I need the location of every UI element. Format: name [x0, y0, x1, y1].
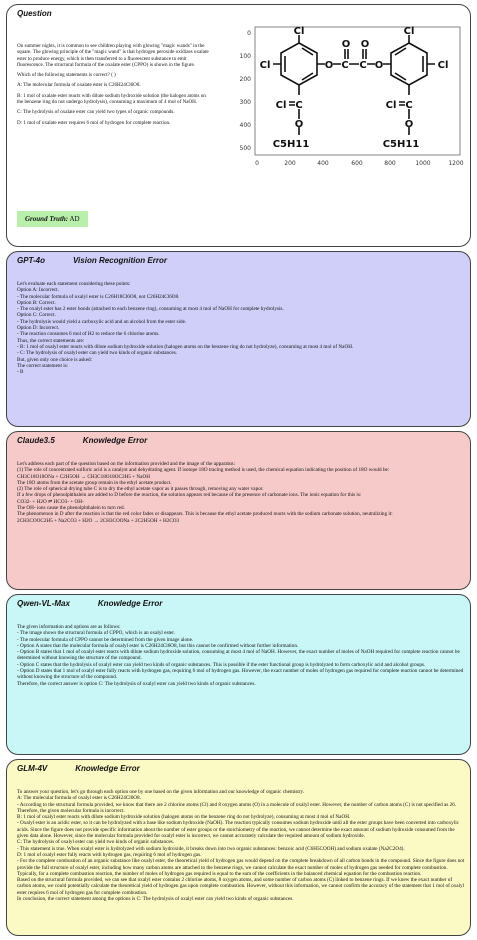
error-type: Knowledge Error: [82, 436, 148, 445]
response-line: 2CH3COOC2H5 + Na2CO3 + H2O → 2CH3COONa + 2C2H5OH + H2CO3: [17, 517, 180, 524]
glm-response: [17, 789, 467, 902]
response-line: The phenomenon in D after the reaction is that the red color fades or disappears. This is because the ethyl acetate produced reacts with the sodium carbonate solution, neutralizing it:: [17, 511, 393, 518]
question-prompt: Which of the following statements is correct? ( ): [17, 72, 116, 79]
response-line: (2) The role of spherical drying tube C is to dry the ethyl acetate vapor as it passes through, removing any water vapor.: [17, 486, 264, 493]
cppo-structure-figure: [229, 23, 471, 183]
y-tick: 200: [239, 76, 251, 83]
ground-truth-value: AD: [69, 215, 80, 223]
atom-o-carbonyl-left: O: [341, 39, 351, 50]
qwen-panel: [6, 594, 471, 755]
x-tick: 1000: [415, 160, 431, 167]
model-name: Qwen-VL-Max: [17, 599, 70, 608]
x-tick: 600: [351, 160, 363, 167]
claude-header: [17, 436, 147, 445]
option-a: A: The molecular formula of oxalate ester is C26H24Cl6O8.: [17, 82, 141, 89]
atom-o-lower-right: C: [405, 100, 413, 111]
option-c: C: The hydrolysis of oxalate ester can yield two types of organic compounds.: [17, 109, 175, 116]
atom-o-carbonyl-right: O: [360, 39, 370, 50]
response-line: The OH- ions cause the phenolphthalein to turn red.: [17, 505, 125, 512]
x-tick: 800: [384, 160, 396, 167]
response-line: - Option B states that 1 mol of oxalyl ester reacts with dilute sodium hydroxide solution, consuming at most 4 mol of NaOH. However, the exact number of moles of NaOH required for complete reaction cannot be determined without knowing the structure of the compound.: [17, 649, 460, 662]
model-name: GLM-4V: [17, 764, 48, 773]
right-benzene-ring: [391, 43, 427, 85]
response-line: In conclusion, the correct statement among the options is C: The hydrolysis of oxalyl ester can yield two kinds of organic substances.: [17, 896, 294, 903]
x-tick: 400: [317, 160, 329, 167]
atom-cl-lower-right: Cl: [385, 100, 397, 111]
y-tick: 300: [239, 99, 251, 106]
response-line: A: The molecular formula of oxalyl ester is C26H24Cl6O8.: [17, 795, 141, 802]
response-line: Based on the structural formula provided, we can see that oxalyl ester contains 2 chlorine atoms, 8 oxygen atoms, and some number of carbon atoms (C) linked to benzene rings. If we knew the exact number of carbon atoms, we could potentially calculate the theoretical yield of hydrogen gas upon complete combustion. However, without this information, we cannot confirm the accuracy of the statement that 1 mol of oxalyl ester requires 6 mol of hydrogen gas for complete combustion.: [17, 877, 465, 896]
option-b: B: 1 mol of oxalate ester reacts with dilute sodium hydroxide solution (the halogen atoms on the benzene ring do not undergo hydrolysis), consuming a maximum of 4 mol of NaOH.: [17, 92, 206, 106]
gpt4o-panel: [6, 251, 471, 427]
response-line: Let's evaluate each statement considering these points:: [17, 281, 131, 287]
error-type: Vision Recognition Error: [73, 256, 167, 265]
response-line: Option D: Incorrect.: [17, 325, 60, 332]
response-line: But, given only one choice is asked:: [17, 356, 93, 363]
error-type: Knowledge Error: [97, 599, 163, 608]
alkyl-left: C5H11: [272, 139, 310, 150]
response-line: - According to the structural formula provided, we know that there are 2 chlorine atoms (Cl) and 8 oxygen atoms (O) in a molecule of oxalyl ester. However, the number of carbon atoms (C) is not specified as 26. Therefore, the given molecular formula is incorrect.: [17, 801, 457, 814]
response-line: Thus, the correct statements are:: [17, 337, 85, 344]
question-panel: [6, 4, 471, 247]
ground-truth-label: Ground Truth:: [25, 215, 69, 223]
response-line: The 18O atoms from the acetate group remain in the ethyl acetate product.: [17, 479, 172, 486]
response-line: - For the complete combustion of an organic substance like oxalyl ester, the theoretical yield of hydrogen gas would depend on the complete breakdown of all carbon bonds in the compound. Since the figure does not provide the full structure of oxalyl ester, including how many carbon atoms are attached to the benzene rings, we cannot calculate the exact number of moles of hydrogen gas needed for complete combustion. Typically, for a complete combustion reaction, the number of moles of hydrogen gas required is equal to the sum of the coefficients in the balanced chemical equation for the combustion reaction.: [17, 858, 465, 877]
question-text: [17, 43, 212, 130]
response-line: Option C: Correct.: [17, 312, 56, 319]
response-line: CH3C18O18ONa + C2H5OH → CH3C18O18OC2H5 + NaOH: [17, 473, 150, 480]
qwen-header: [17, 599, 162, 608]
response-line: - The reaction consumes 6 mol of H2 to reduce the 6 chlorine atoms.: [17, 331, 160, 338]
response-line: - The molecular formula of oxalyl ester is C26H18Cl6O8, not C26H24Cl6O8.: [17, 293, 180, 300]
response-line: - The molecular formula of CPPO cannot be determined from the given image alone.: [17, 636, 194, 643]
y-tick: 100: [239, 53, 251, 60]
y-tick: 400: [239, 122, 251, 129]
question-header: Question: [17, 9, 52, 18]
atom-o-lower-left: C: [295, 100, 303, 111]
response-line: C: The hydrolysis of oxalyl ester can yield two kinds of organic substances.: [17, 839, 174, 846]
x-tick: 1200: [448, 160, 464, 167]
ground-truth-badge: [17, 211, 88, 227]
response-line: - Option A states that the molecular formula of oxalyl ester is C26H24Cl6O8, but this cannot be confirmed without further information.: [17, 642, 299, 649]
response-line: - Option C states that the hydrolysis of oxalyl ester can yield two kinds of organic substances. This is possible if the ester functional group is hydrolyzed to form carboxylic acid and alcohol groups.: [17, 661, 426, 668]
question-intro: On summer nights, it is common to see children playing with glowing "magic wands" in the square. The glowing principle of the "magic wand" is that hydrogen peroxide oxidizes oxalate ester to produce energy, which is then transferred to a fluorescent substance to emit fluorescence. The structural formula of the oxalate ester (CPPO) is shown in the figure.: [17, 43, 209, 68]
atom-cl-left: Cl: [259, 60, 271, 71]
atom-cl-top-left: Cl: [293, 26, 305, 37]
claude-response: [17, 461, 467, 524]
response-line: The correct statement is:: [17, 362, 69, 369]
y-tick: 500: [239, 145, 251, 152]
glm-panel: [6, 759, 471, 936]
response-line: The given information and options are as follows:: [17, 624, 121, 630]
response-line: - Option D states that 1 mol of oxalyl ester fully reacts with hydrogen gas, requiring 6 mol of hydrogen gas. However, the exact number of moles of hydrogen gas required for complete reaction cannot be determined without knowing the structure of the compound.: [17, 668, 464, 681]
response-line: If a few drops of phenolphthalein are added to D before the reaction, the solution appears red because of the presence of carbonate ions. The ionic equation for this is:: [17, 492, 362, 499]
error-type: Knowledge Error: [75, 764, 140, 773]
response-line: Option B: Correct.: [17, 299, 56, 306]
response-line: - The oxalyl ester has 2 ester bonds (attached to each benzene ring), consuming at most 4 mol of NaOH for complete hydrolysis.: [17, 306, 284, 313]
response-line: CO32- + H2O ⇌ HCO3- + OH-: [17, 498, 84, 505]
response-line: Therefore, the correct answer is option C: The hydrolysis of oxalyl ester can yield two kinds of organic substances.: [17, 680, 256, 687]
response-line: To answer your question, let's go through each option one by one based on the given information and our knowledge of organic chemistry.: [17, 789, 305, 795]
atom-o-bridge-right: O: [374, 60, 384, 71]
y-tick: 0: [247, 30, 251, 37]
response-line: - The image shows the structural formula of CPPO, which is an oxalyl ester.: [17, 630, 175, 637]
response-line: Let's address each part of the question based on the information provided and the image of the apparatus:: [17, 461, 236, 467]
response-line: D: 1 mol of oxalyl ester fully reacts with hydrogen gas, requiring 6 mol of hydrogen gas.: [17, 851, 202, 858]
atom-cl-right: Cl: [437, 60, 449, 71]
model-name: GPT-4o: [17, 256, 46, 265]
response-line: - B: 1 mol of oxalyl ester reacts with dilute sodium hydroxide solution (halogen atoms on the benzene ring do not hydrolyze), consuming at most 4 mol of NaOH.: [17, 343, 354, 350]
glm-header: [17, 764, 140, 773]
response-line: - The hydrolysis would yield a carboxylic acid and an alcohol from the ester side.: [17, 318, 187, 325]
claude-panel: [6, 431, 471, 590]
gpt4o-header: [17, 256, 167, 265]
alkyl-right: C5H11: [382, 139, 420, 150]
x-tick: 200: [284, 160, 296, 167]
atom-o-ester-right: O: [404, 119, 414, 130]
qwen-response: [17, 624, 467, 687]
model-name: Claude3.5: [17, 436, 55, 445]
response-line: - B: [17, 369, 24, 376]
atom-c-left: C: [341, 60, 349, 71]
gpt4o-response: [17, 281, 467, 375]
atom-cl-lower-left: Cl: [275, 100, 287, 111]
response-line: - Oxalyl ester is an acidic ester, so it can be hydrolyzed with a base like sodium hydroxide (NaOH). The reaction typically consumes sodium hydroxide until all the ester groups have been converted into carboxylic acids. Since the figure does not provide specific information about the number of ester groups or the stoichiometry of the reaction, we cannot determine the exact amount of sodium hydroxide consumed from the given data alone. However, since the molecular formula provided for oxalyl ester is incorrect, we cannot accurately calculate the required amount of sodium hydroxide.: [17, 820, 459, 840]
atom-o-ester-left: O: [294, 119, 304, 130]
response-line: (1) The role of concentrated sulfuric acid is a catalyst and dehydrating agent. If isotope 18O tracing method is used, the chemical equation indicating the position of 18O would be:: [17, 467, 390, 474]
response-line: - C: The hydrolysis of oxalyl ester can yield two kinds of organic substances.: [17, 350, 178, 357]
left-benzene-ring: [281, 43, 317, 85]
x-tick: 0: [255, 160, 259, 167]
response-line: Option A: Incorrect.: [17, 287, 59, 294]
atom-o-bridge-left: O: [324, 60, 334, 71]
atom-cl-top-right: Cl: [403, 26, 415, 37]
option-d: D: 1 mol of oxalate ester requires 6 mol of hydrogen for complete reaction.: [17, 119, 171, 126]
response-line: - This statement is true. When oxalyl ester is hydrolyzed with sodium hydroxide, it breaks down into two organic substances: benzoic acid (C6H5COOH) and sodium oxalate (Na2C2O4).: [17, 845, 405, 852]
atom-c-right: C: [359, 60, 367, 71]
response-line: B: 1 mol of oxalyl ester reacts with dilute sodium hydroxide solution (halogen atoms on the benzene ring do not hydrolyze), consuming at most 4 mol of NaOH.: [17, 814, 351, 821]
